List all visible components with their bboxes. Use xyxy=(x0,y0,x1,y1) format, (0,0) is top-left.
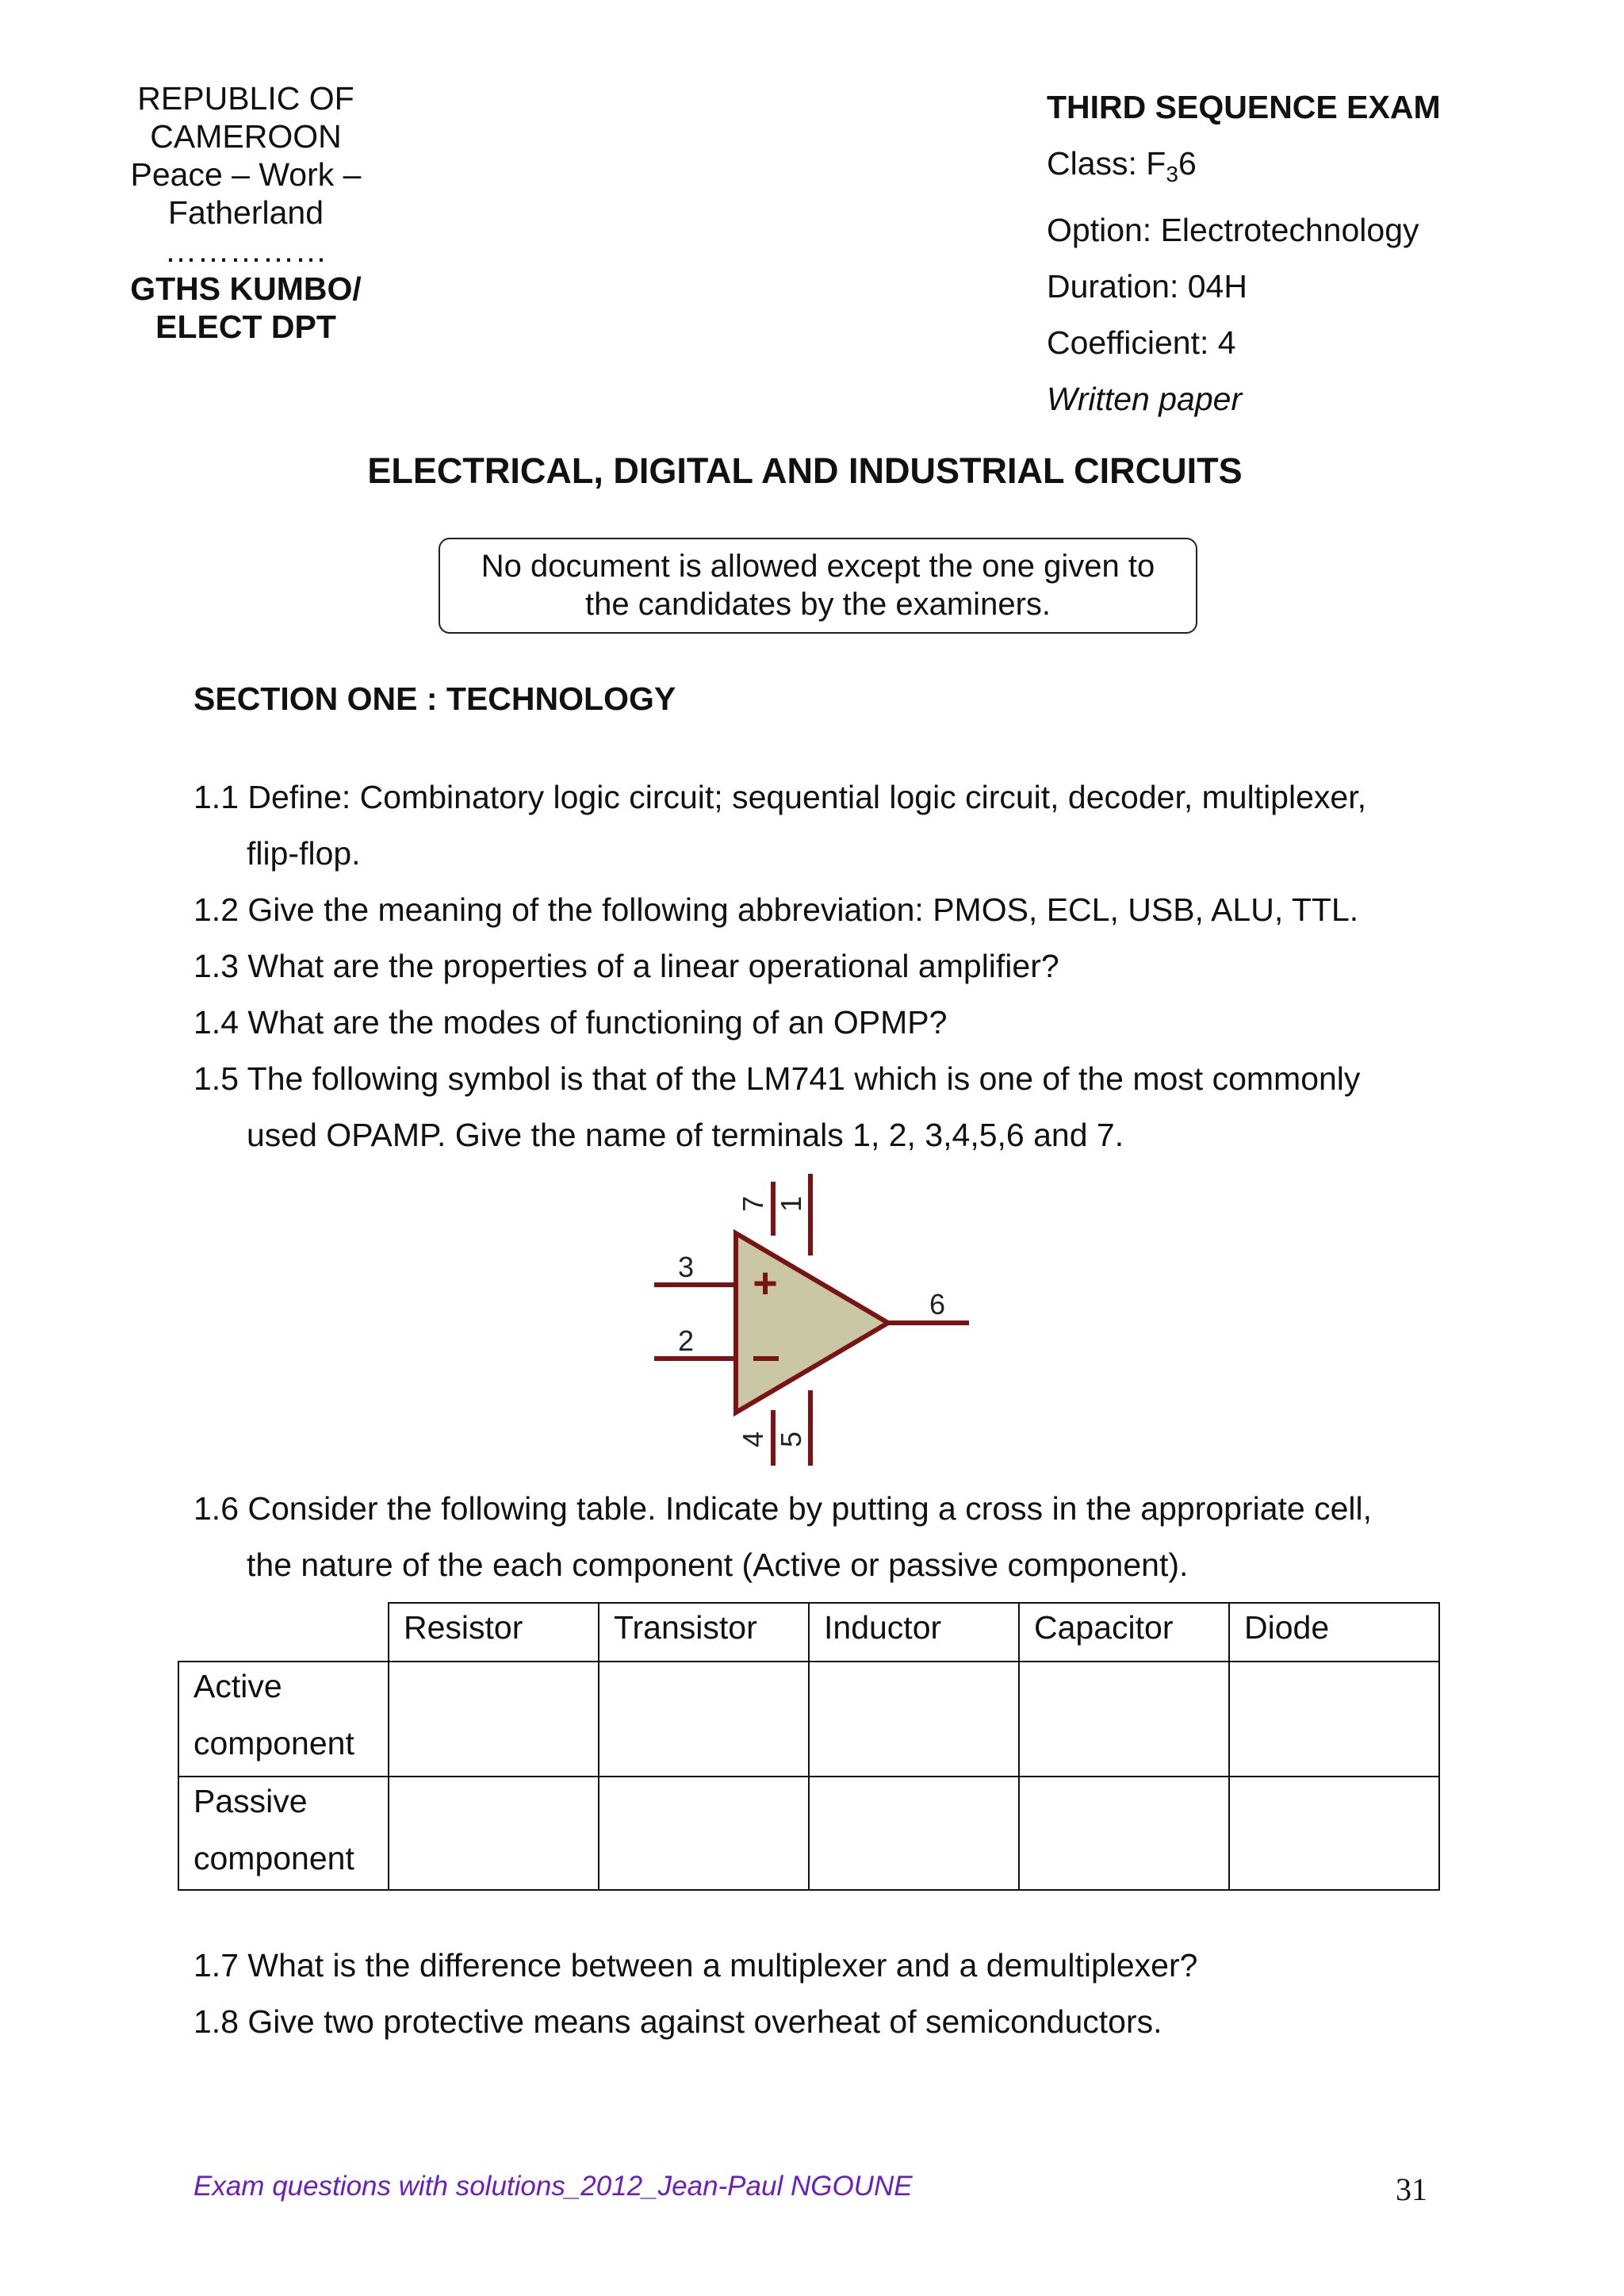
pin-5-label: 5 xyxy=(775,1431,807,1448)
pin-7-label: 7 xyxy=(737,1195,769,1213)
answer-cell[interactable] xyxy=(1019,1777,1229,1890)
pin-3-label: 3 xyxy=(677,1251,695,1283)
question-1-1-line-2: flip-flop. xyxy=(247,835,361,872)
country-name: REPUBLIC OF CAMEROON xyxy=(137,80,354,155)
question-1-6 xyxy=(193,1481,1431,1593)
table-corner xyxy=(178,1603,389,1662)
class-info xyxy=(1047,136,1441,202)
component-table xyxy=(178,1602,1440,1891)
column-header: Resistor xyxy=(389,1603,599,1662)
pin-1-label: 1 xyxy=(775,1195,807,1213)
question-1-1-line-1: 1.1 Define: Combinatory logic circuit; sequential logic circuit, decoder, multiplexer, xyxy=(193,779,1366,815)
question-1-1 xyxy=(193,769,1431,882)
class-label: Class: F xyxy=(1047,145,1166,182)
exam-name: THIRD SEQUENCE EXAM xyxy=(1047,89,1441,125)
school-name: GTHS KUMBO/ ELECT DPT xyxy=(130,270,362,345)
column-header: Transistor xyxy=(599,1603,809,1662)
question-1-3: 1.3 What are the properties of a linear operational amplifier? xyxy=(193,948,1059,984)
answer-cell[interactable] xyxy=(599,1662,809,1777)
notice-line-2: the candidates by the examiners. xyxy=(584,587,1051,622)
row-label xyxy=(178,1777,389,1890)
notice-box xyxy=(439,538,1197,634)
answer-cell[interactable] xyxy=(1019,1662,1229,1777)
notice-line-1: No document is allowed except the one given to xyxy=(481,549,1155,584)
paper-type: Written paper xyxy=(1047,381,1243,418)
page-number: 31 xyxy=(1396,2171,1427,2207)
answer-cell[interactable] xyxy=(389,1662,599,1777)
answer-cell[interactable] xyxy=(1229,1662,1439,1777)
section-title: SECTION ONE : TECHNOLOGY xyxy=(193,680,676,717)
answer-cell[interactable] xyxy=(809,1662,1019,1777)
separator-dots: …………… xyxy=(164,232,327,269)
row-label-line-2: component xyxy=(193,1840,354,1876)
class-number: 6 xyxy=(1178,145,1197,182)
option-info: Option: Electrotechnology xyxy=(1047,212,1419,249)
question-1-8: 1.8 Give two protective means against overheat of semiconductors. xyxy=(193,2003,1162,2040)
table-row xyxy=(178,1777,1439,1890)
header-right-block xyxy=(1047,79,1441,427)
national-motto: Peace – Work – Fatherland xyxy=(130,156,362,231)
column-header: Diode xyxy=(1229,1603,1439,1662)
answer-cell[interactable] xyxy=(1229,1777,1439,1890)
pin-4-label: 4 xyxy=(737,1431,769,1448)
question-1-2: 1.2 Give the meaning of the following abbreviation: PMOS, ECL, USB, ALU, TTL. xyxy=(193,891,1359,928)
pin-6-label: 6 xyxy=(929,1288,946,1320)
pin-2-label: 2 xyxy=(677,1324,695,1357)
footer-credit: Exam questions with solutions_2012_Jean-Paul NGOUNE xyxy=(193,2171,913,2202)
noninverting-sign: + xyxy=(753,1259,778,1307)
answer-cell[interactable] xyxy=(389,1777,599,1890)
row-label-line-2: component xyxy=(193,1725,354,1761)
coefficient-info: Coefficient: 4 xyxy=(1047,324,1236,362)
answer-cell[interactable] xyxy=(809,1777,1019,1890)
opamp-symbol xyxy=(642,1166,983,1475)
column-header: Inductor xyxy=(809,1603,1019,1662)
question-1-5-line-1: 1.5 The following symbol is that of the LM741 which is one of the most commonly xyxy=(193,1060,1361,1097)
question-1-5 xyxy=(193,1051,1431,1163)
table-row xyxy=(178,1662,1439,1777)
row-label-line-1: Active xyxy=(193,1668,282,1704)
question-1-7: 1.7 What is the difference between a multiplexer and a demultiplexer? xyxy=(193,1947,1198,1984)
answer-cell[interactable] xyxy=(599,1777,809,1890)
row-label-line-1: Passive xyxy=(193,1783,308,1819)
header-left-block xyxy=(79,79,412,346)
column-header: Capacitor xyxy=(1019,1603,1229,1662)
exam-title: ELECTRICAL, DIGITAL AND INDUSTRIAL CIRCUITS xyxy=(367,450,1243,491)
question-1-6-line-1: 1.6 Consider the following table. Indicate by putting a cross in the appropriate cell, xyxy=(193,1490,1372,1527)
class-subscript: 3 xyxy=(1166,162,1178,187)
inverting-sign: − xyxy=(642,1166,643,1167)
question-1-5-line-2: used OPAMP. Give the name of terminals 1, 2, 3,4,5,6 and 7. xyxy=(247,1117,1124,1153)
table-header-row xyxy=(178,1603,1439,1662)
question-1-4: 1.4 What are the modes of functioning of an OPMP? xyxy=(193,1004,948,1041)
question-1-6-line-2: the nature of the each component (Active or passive component). xyxy=(247,1547,1189,1583)
duration-info: Duration: 04H xyxy=(1047,268,1247,305)
row-label xyxy=(178,1662,389,1777)
